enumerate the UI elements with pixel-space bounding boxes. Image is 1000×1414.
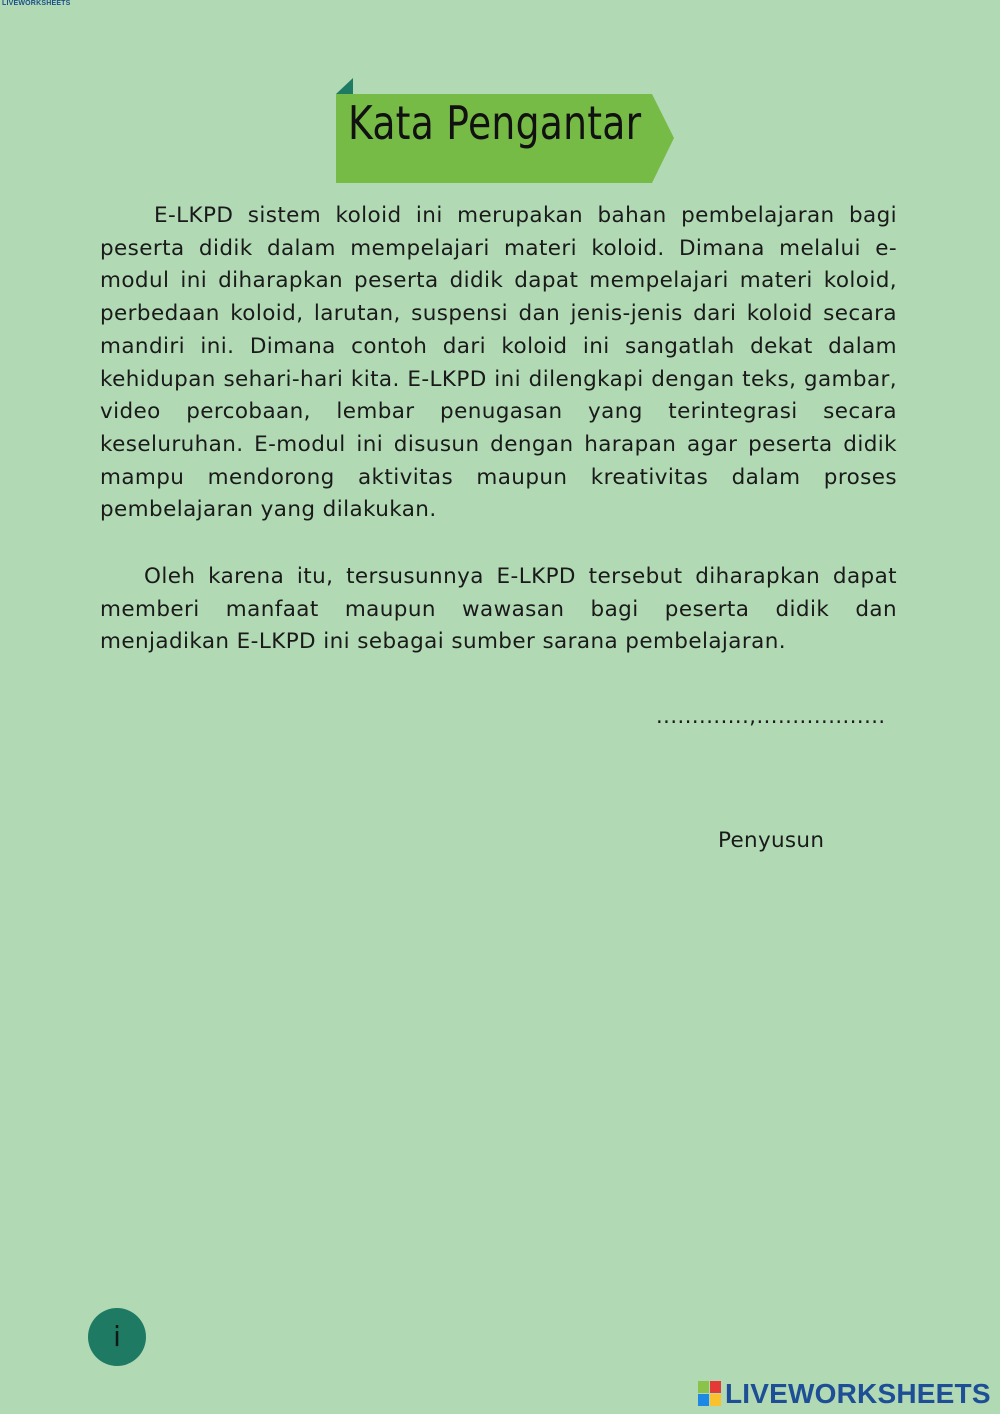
- page-number-badge: [88, 1308, 146, 1366]
- paragraph-closing: Oleh karena itu, tersusunnya E-LKPD tersebut diharapkan dapat memberi manfaat maupun wawasan bagi peserta didik dan menjadikan E-LKPD ini sebagai sumber sarana pembelajaran.: [100, 564, 897, 655]
- page-title: Kata Pengantar: [348, 96, 642, 150]
- paragraph-intro: E-LKPD sistem koloid ini merupakan bahan pembelajaran bagi peserta didik dalam mempelajari materi koloid. Dimana melalui e-modul ini diharapkan peserta didik dapat mempelajari materi koloid, perbedaan koloid, larutan, suspensi dan jenis-jenis dari koloid secara mandiri ini. Dimana contoh dari koloid ini sangatlah dekat dalam kehidupan sehari-hari kita. E-LKPD ini dilengkapi dengan teks, gambar, video percobaan, lembar penugasan yang terintegrasi secara keseluruhan. E-modul ini disusun dengan harapan agar peserta didik mampu mendorong aktivitas maupun kreativitas dalam proses pembelajaran yang dilakukan.: [100, 203, 897, 523]
- date-placeholder: .............,..................: [656, 704, 886, 728]
- liveworksheets-logo-icon: [698, 1381, 722, 1407]
- author-label: Penyusun: [718, 828, 825, 853]
- watermark-text: LIVEWORKSHEETS: [725, 1378, 991, 1409]
- page-number: i: [113, 1319, 121, 1353]
- banner-fold: [336, 78, 353, 94]
- title-banner: [336, 78, 676, 184]
- corner-logo: LIVEWORKSHEETS: [2, 0, 71, 7]
- watermark-logo: [698, 1378, 991, 1410]
